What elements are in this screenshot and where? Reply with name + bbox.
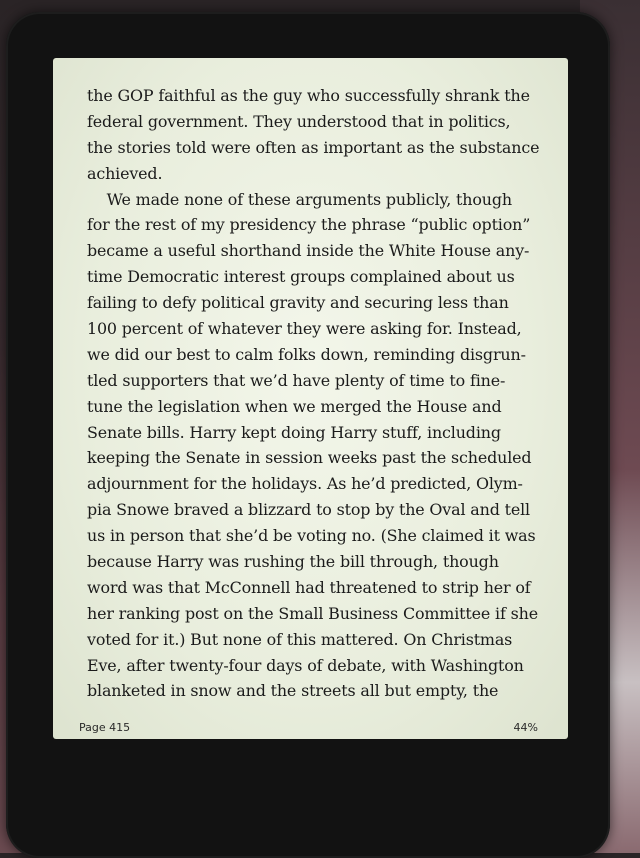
text-line: Eve, after twenty-four days of debate, with Washington	[87, 655, 524, 675]
text-line: the stories told were often as important as the substance	[87, 137, 540, 157]
book-page-text	[87, 83, 543, 704]
text-line: voted for it.) But none of this mattered. On Christmas	[87, 629, 513, 649]
text-line: time Democratic interest groups complained about us	[87, 267, 515, 287]
text-line: us in person that she’d be voting no. (She claimed it was	[87, 526, 536, 546]
text-line: federal government. They understood that in politics,	[87, 111, 511, 131]
text-line: keeping the Senate in session weeks past the scheduled	[87, 448, 532, 468]
text-line: the GOP faithful as the guy who successfully shrank the	[87, 86, 530, 105]
text-line: pia Snowe braved a blizzard to stop by the Oval and tell	[87, 500, 530, 520]
text-line: We made none of these arguments publicly, though	[87, 189, 512, 209]
text-line: word was that McConnell had threatened to strip her of	[87, 577, 531, 597]
text-line: became a useful shorthand inside the White House any-	[87, 241, 530, 261]
text-line: for the rest of my presidency the phrase “public option”	[87, 215, 531, 235]
text-line: 100 percent of whatever they were asking for. Instead,	[87, 319, 522, 339]
text-line: we did our best to calm folks down, reminding disgrun-	[87, 344, 526, 364]
text-line: achieved.	[87, 163, 163, 183]
ereader-screen[interactable]	[53, 58, 568, 739]
text-line: because Harry was rushing the bill through, though	[87, 552, 499, 572]
text-line: tled supporters that we’d have plenty of time to fine-	[87, 370, 506, 390]
text-line: adjournment for the holidays. As he’d predicted, Olym-	[87, 474, 523, 494]
text-line: blanketed in snow and the streets all but empty, the	[87, 681, 499, 701]
text-line: her ranking post on the Small Business Committee if she	[87, 603, 538, 623]
text-line: tune the legislation when we merged the House and	[87, 396, 502, 416]
page-number: Page 415	[79, 721, 131, 734]
reading-progress: 44%	[513, 721, 538, 734]
text-line: Senate bills. Harry kept doing Harry stuff, including	[87, 422, 501, 442]
text-line: failing to defy political gravity and securing less than	[87, 293, 509, 313]
